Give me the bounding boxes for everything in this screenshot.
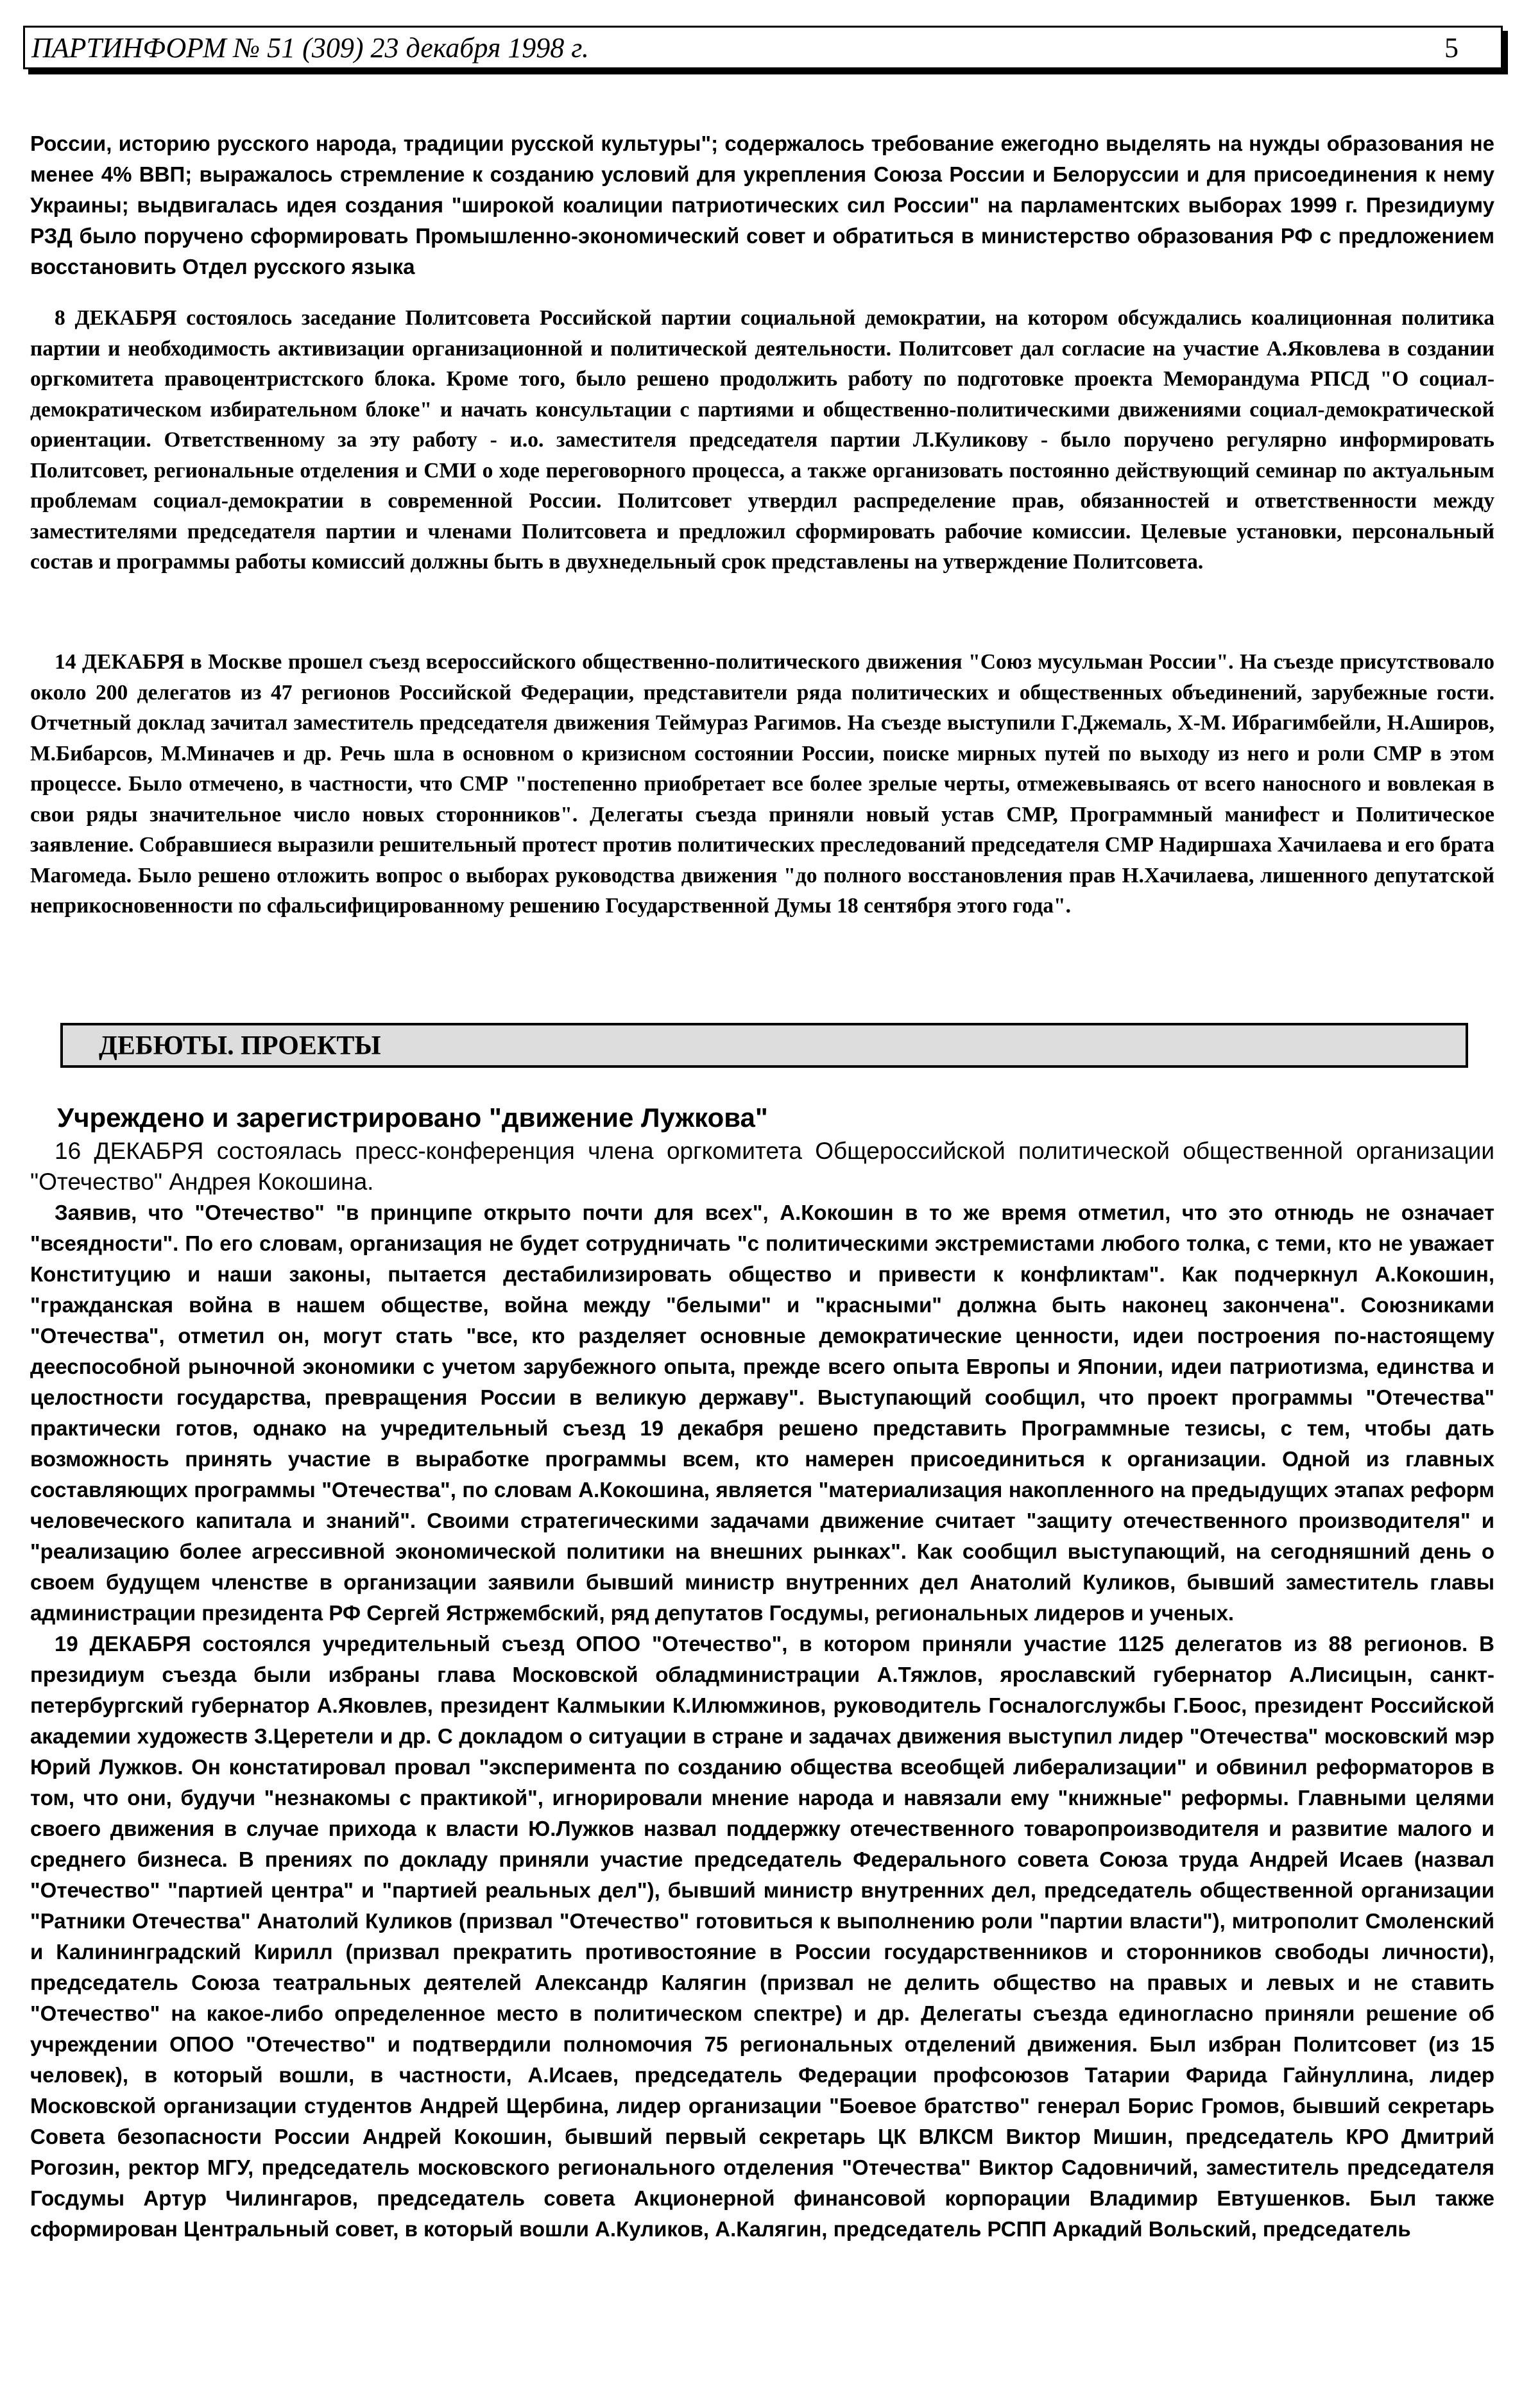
- paragraph: 19 ДЕКАБРЯ состоялся учредительный съезд ОПОО "Отечество", в котором приняли участие 1125 делегатов из 88 регионов. В президиум съезда были избраны глава Московской обладминистрации А.Тяжлов, ярославский губернатор А.Лисицын, санкт-петербургский губернатор А.Яковлев, президент Калмыкии К.Илюмжинов, руководитель Госналогслужбы Г.Боос, президент Российской академии художеств З.Церетели и др. С докладом о ситуации в стране и задачах движения выступил лидер "Отечества" московский мэр Юрий Лужков. Он констатировал провал "эксперимента по созданию общества всеобщей либерализации" и обвинил реформаторов в том, что они, будучи "незнакомы с практикой", игнорировали мнение народа и навязали ему "книжные" реформы. Главными целями своего движения в случае прихода к власти Ю.Лужков назвал поддержку отечественного товаропроизводителя и развитие малого и среднего бизнеса. В прениях по докладу приняли участие председатель Федерального совета Союза труда Андрей Исаев (назвал "Отечество" "партией центра" и "партией реальных дел"), бывший министр внутренних дел, председатель общественной организации "Ратники Отечества" Анатолий Куликов (призвал "Отечество" готовиться к выполнению роли "партии власти"), митрополит Смоленский и Калининградский Кирилл (призвал прекратить противостояние в России государственников и сторонников свободы личности), председатель Союза театральных деятелей Александр Калягин (призвал не делить общество на правых и левых и не ставить "Отечество" на какое-либо определенное место в политическом спектре) и др. Делегаты съезда единогласно приняли решение об учреждении ОПОО "Отечество" и подтвердили полномочия 75 региональных отделений движения. Был избран Политсовет (из 15 человек), в который вошли, в частности, А.Исаев, председатель Федерации профсоюзов Татарии Фарида Гайнуллина, лидер Московской организации студентов Андрей Щербина, лидер организации "Боевое братство" генерал Борис Громов, бывший секретарь Совета безопасности России Андрей Кокошин, бывший первый секретарь ЦК ВЛКСМ Виктор Мишин, председатель КРО Дмитрий Рогозин, ректор МГУ, председатель московского регионального отделения "Отечества" Виктор Садовничий, заместитель председателя Госдумы Артур Чилингаров, председатель совета Акционерной финансовой корпорации Владимир Евтушенков. Был также сформирован Центральный совет, в который вошли А.Куликов, А.Калягин, председатель РСПП Аркадий Вольский, председатель: [30, 1632, 1494, 2241]
- page-number: 5: [1444, 32, 1459, 64]
- section-title: ДЕБЮТЫ. ПРОЕКТЫ: [99, 1031, 381, 1061]
- paragraph: России, историю русского народа, традиции русской культуры"; содержалось требование ежегодно выделять на нужды образования не менее 4% ВВП; выражалось стремление к созданию условий для укрепления Союза России и Белоруссии и для присоединения к нему Украины; выдвигалась идея создания "широкой коалиции патриотических сил России" на парламентских выборах 1999 г. Президиуму РЗД было поручено сформировать Промышленно-экономический совет и обратиться в министерство образования РФ с предложением восстановить Отдел русского языка: [30, 132, 1494, 278]
- news-item-rpsd: [30, 303, 1494, 578]
- article-body: [30, 1136, 1494, 2245]
- article-headline: Учреждено и зарегистрировано "движение Лужкова": [57, 1102, 768, 1133]
- paragraph: 8 ДЕКАБРЯ состоялось заседание Политсовета Российской партии социальной демократии, на котором обсуждались коалиционная политика партии и необходимость активизации организационной и политической деятельности. Политсовет дал согласие на участие А.Яковлева в создании оргкомитета правоцентристского блока. Кроме того, было решено продолжить работу по подготовке проекта Меморандума РПСД "О социал-демократическом избирательном блоке" и начать консультации с партиями и общественно-политическими движениями социал-демократической ориентации. Ответственному за эту работу - и.о. заместителя председателя партии Л.Куликову - было поручено регулярно информировать Политсовет, региональные отделения и СМИ о ходе переговорного процесса, а также организовать постоянно действующий семинар по актуальным проблемам социал-демократии в современной России. Политсовет утвердил распределение прав, обязанностей и ответственности между заместителями председателя партии и членами Политсовета и предложил сформировать рабочие комиссии. Целевые установки, персональный состав и программы работы комиссий должны быть в двухнедельный срок представлены на утверждение Политсовета.: [30, 306, 1494, 574]
- paragraph: 14 ДЕКАБРЯ в Москве прошел съезд всероссийского общественно-политического движения "Союз мусульман России". На съезде присутствовало около 200 делегатов из 47 регионов Российской Федерации, представители ряда политических и общественных объединений, зарубежные гости. Отчетный доклад зачитал заместитель председателя движения Теймураз Рагимов. На съезде выступили Г.Джемаль, Х-М. Ибрагимбейли, Н.Аширов, М.Бибарсов, М.Миначев и др. Речь шла в основном о кризисном состоянии России, поиске мирных путей по выходу из него и роли СМР в этом процессе. Было отмечено, в частности, что СМР "постепенно приобретает все более зрелые черты, отмежевываясь от всего наносного и вовлекая в свои ряды значительное число новых сторонников". Делегаты съезда приняли новый устав СМР, Программный манифест и Политическое заявление. Собравшиеся выразили решительный протест против политических преследований председателя СМР Надиршаха Хачилаева и его брата Магомеда. Было решено отложить вопрос о выборах руководства движения "до полного восстановления прав Н.Хачилаева, лишенного депутатской неприкосновенности по сфальсифицированному решению Государственной Думы 18 сентября этого года".: [30, 650, 1494, 918]
- lead-paragraph: 16 ДЕКАБРЯ состоялась пресс-конференция члена оргкомитета Общероссийской политической общественной организации "Отечество" Андрея Кокошина.: [30, 1138, 1494, 1195]
- article-continuation: [30, 128, 1494, 282]
- news-item-smr: [30, 647, 1494, 921]
- section-header: [60, 1023, 1468, 1068]
- page-header: [23, 26, 1503, 69]
- publication-title: ПАРТИНФОРМ № 51 (309) 23 декабря 1998 г.: [31, 32, 589, 64]
- paragraph: Заявив, что "Отечество" "в принципе открыто почти для всех", А.Кокошин в то же время отметил, что это отнюдь не означает "всеядности". По его словам, организация не будет сотрудничать "с политическими экстремистами любого толка, с теми, кто не уважает Конституцию и наши законы, пытается дестабилизировать общество и привести к конфликтам". Как подчеркнул А.Кокошин, "гражданская война в нашем обществе, война между "белыми" и "красными" должна быть наконец закончена". Союзниками "Отечества", отметил он, могут стать "все, кто разделяет основные демократические ценности, идеи построения по-настоящему дееспособной рыночной экономики с учетом зарубежного опыта, прежде всего опыта Европы и Японии, идеи патриотизма, единства и целостности государства, превращения России в великую державу". Выступающий сообщил, что проект программы "Отечества" практически готов, однако на учредительный съезд 19 декабря решено представить Программные тезисы, с тем, чтобы дать возможность принять участие в выработке программы всем, кто намерен присоединиться к организации. Одной из главных составляющих программы "Отечества", по словам А.Кокошина, является "материализация накопленного на предыдущих этапах реформ человеческого капитала и знаний". Своими стратегическими задачами движение считает "защиту отечественного производителя" и "реализацию более агрессивной экономической политики на внешних рынках". Как сообщил выступающий, на сегодняшний день о своем будущем членстве в организации заявили бывший министр внутренних дел Анатолий Куликов, бывший заместитель главы администрации президента РФ Сергей Ястржембский, ряд депутатов Госдумы, региональных лидеров и ученых.: [30, 1201, 1494, 1625]
